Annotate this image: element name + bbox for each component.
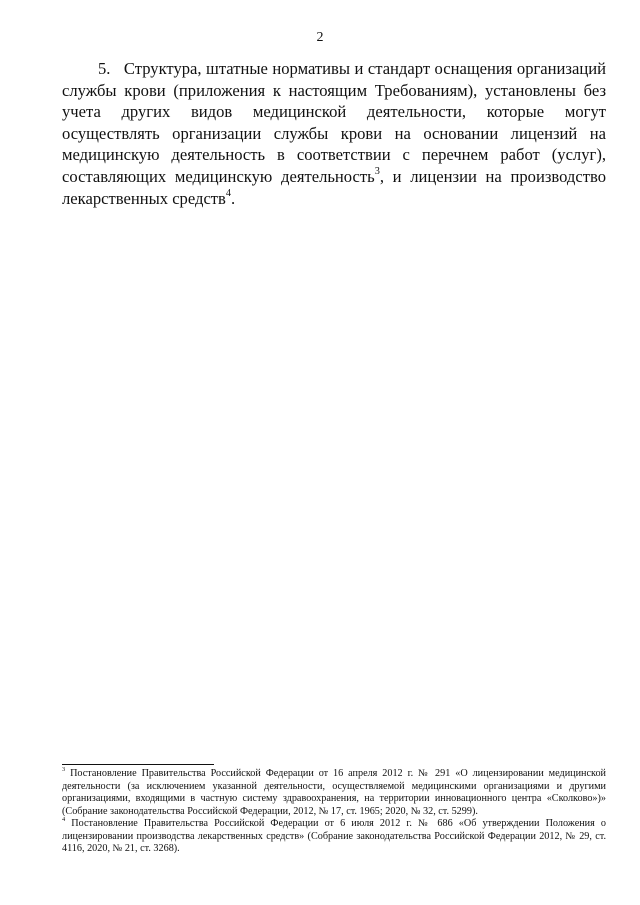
footnote-text: Постановление Правительства Российской Федерации от 16 апреля 2012 г. № 291 «О лицензировании медицинской деятельности (за исключением указанной деятельности, осуществляемой медицинскими организациями и другими организациями, входящими в частную систему здравоохранения, на территории инновационного центра «Сколково»)» (Собрание законодательства Российской Федерации, 2012, № 17, ст. 1965; 2020, № 32, ст. 5299).	[62, 768, 607, 817]
body-paragraph	[62, 58, 606, 209]
footnote-3	[62, 765, 607, 818]
paragraph-text-part2: , и лицензии на производство лекарственных средств	[62, 166, 606, 208]
footnote-text: Постановление Правительства Российской Федерации от 6 июля 2012 г. № 686 «Об утверждении Положения о лицензировании производства лекарственных средств» (Собрание законодательства Российской Федерации 2012, № 29, ст. 4116, 2020, № 21, ст. 3268).	[62, 818, 606, 854]
paragraph-text-part1: 5. Структура, штатные нормативы и стандарт оснащения организаций службы крови (приложения к настоящим Требованиям), установлены без учета других видов медицинской деятельности, которые могут осуществлять организации службы крови на основании лицензий на медицинскую деятельность в соответствии с перечнем работ (услуг), составляющих медицинскую деятельность	[62, 59, 606, 186]
footnote-marker: 4	[62, 815, 66, 823]
footnotes-section	[62, 765, 607, 856]
footnote-ref-4[interactable]: 4	[225, 188, 232, 200]
footnote-4	[62, 815, 606, 856]
footnote-separator	[62, 764, 214, 765]
footnote-marker: 3	[62, 765, 66, 773]
paragraph-text-part3: .	[231, 188, 236, 208]
page-number: 2	[316, 30, 324, 45]
footnote-ref-3[interactable]: 3	[374, 166, 380, 178]
